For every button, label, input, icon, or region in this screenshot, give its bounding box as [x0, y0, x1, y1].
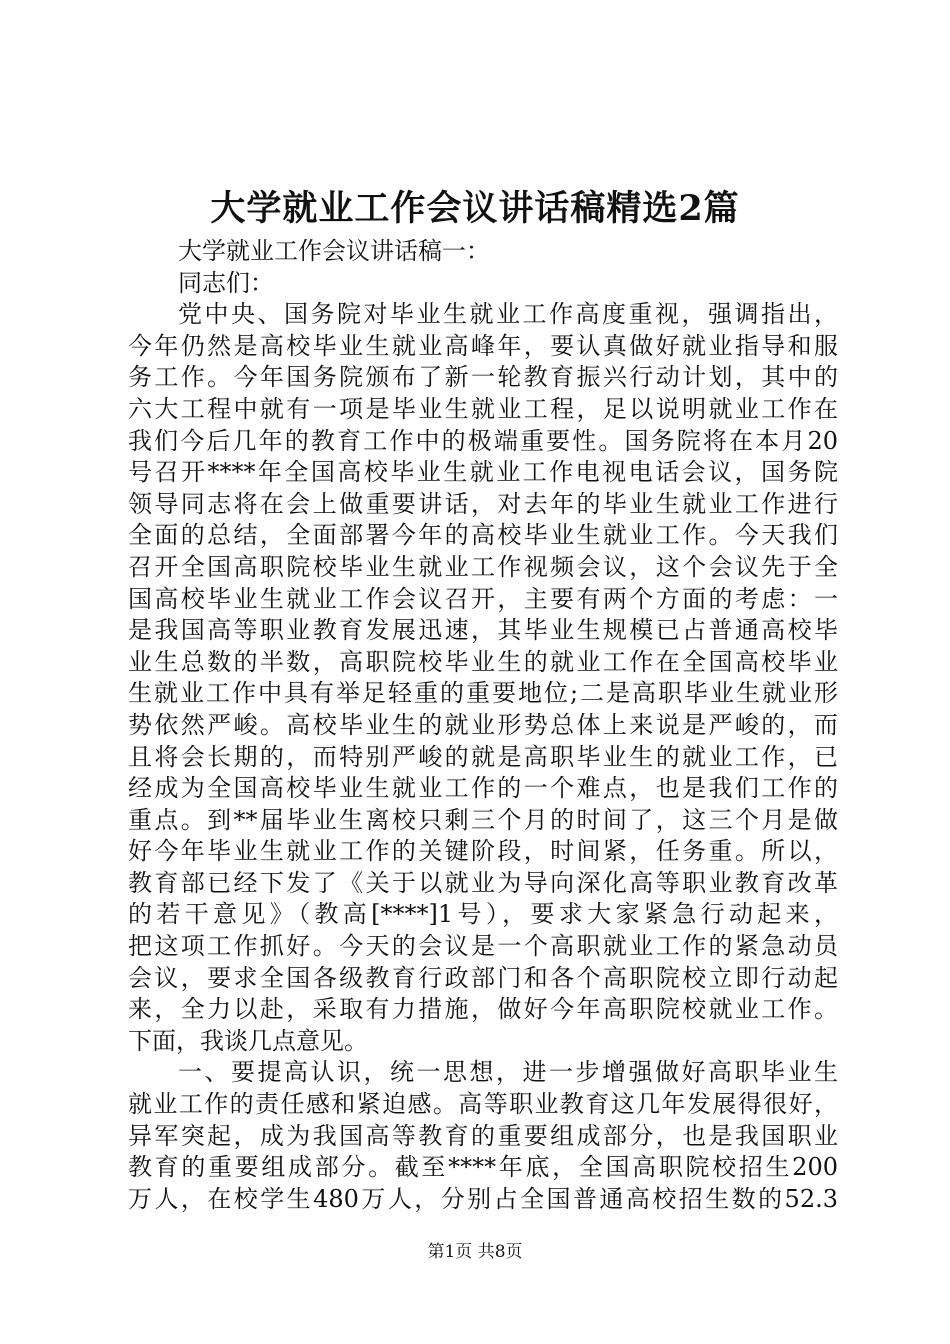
text-line: 今年仍然是高校毕业生就业高峰年，要认真做好就业指导和服 [128, 331, 838, 360]
text-line: 且将会长期的，而特别严峻的就是高职毕业生的就业工作，已 [128, 742, 838, 771]
text-line: 六大工程中就有一项是毕业生就业工程，足以说明就业工作在 [128, 394, 838, 423]
text-line: 国高校毕业生就业工作会议召开，主要有两个方面的考虑：一 [128, 584, 838, 613]
text-line: 重点。到**届毕业生离校只剩三个月的时间了，这三个月是做 [128, 805, 838, 834]
text-line: 势依然严峻。高校毕业生的就业形势总体上来说是严峻的，而 [128, 710, 838, 739]
text-line: 万人，在校学生480万人，分别占全国普通高校招生数的52.3 [128, 1184, 838, 1213]
text-line: 会议，要求全国各级教育行政部门和各个高职院校立即行动起 [128, 963, 838, 992]
text-line: 的若干意见》（教高[****]1号），要求大家紧急行动起来， [128, 900, 838, 929]
text-line: 生就业工作中具有举足轻重的重要地位;二是高职毕业生就业形 [128, 679, 838, 708]
page-footer: 第1页 共8页 [427, 1242, 523, 1262]
text-line: 来，全力以赴，采取有力措施，做好今年高职院校就业工作。 [128, 995, 838, 1024]
text-line: 好今年毕业生就业工作的关键阶段，时间紧，任务重。所以， [128, 837, 838, 866]
document-title: 大学就业工作会议讲话稿精选2篇 [210, 188, 740, 229]
text-line: 异军突起，成为我国高等教育的重要组成部分，也是我国职业 [128, 1121, 838, 1150]
text-line: 全面的总结，全面部署今年的高校毕业生就业工作。今天我们 [128, 521, 838, 550]
text-line: 把这项工作抓好。今天的会议是一个高职就业工作的紧急动员 [128, 932, 838, 961]
text-line: 务工作。今年国务院颁布了新一轮教育振兴行动计划，其中的 [128, 363, 838, 392]
document-body [128, 236, 838, 1215]
text-line: 经成为全国高校毕业生就业工作的一个难点，也是我们工作的 [128, 774, 838, 803]
text-line: 业生总数的半数，高职院校毕业生的就业工作在全国高校毕业 [128, 647, 838, 676]
text-line: 就业工作的责任感和紧迫感。高等职业教育这几年发展得很好， [128, 1090, 838, 1119]
text-line: 召开全国高职院校毕业生就业工作视频会议，这个会议先于全 [128, 552, 838, 581]
text-line: 号召开****年全国高校毕业生就业工作电视电话会议，国务院 [128, 458, 838, 487]
text-line: 下面，我谈几点意见。 [128, 1026, 368, 1055]
text-line: 党中央、国务院对毕业生就业工作高度重视，强调指出， [178, 300, 838, 329]
text-line: 领导同志将在会上做重要讲话，对去年的毕业生就业工作进行 [128, 489, 838, 518]
text-line: 大学就业工作会议讲话稿一： [178, 237, 490, 265]
text-line: 是我国高等职业教育发展迅速，其毕业生规模已占普通高校毕 [128, 616, 838, 645]
text-line: 教育部已经下发了《关于以就业为导向深化高等职业教育改革 [128, 868, 838, 897]
text-line: 我们今后几年的教育工作中的极端重要性。国务院将在本月20 [128, 426, 838, 455]
text-line: 同志们： [178, 268, 274, 297]
text-line: 一、要提高认识，统一思想，进一步增强做好高职毕业生 [178, 1058, 838, 1087]
text-line: 教育的重要组成部分。截至****年底，全国高职院校招生200 [128, 1153, 838, 1182]
